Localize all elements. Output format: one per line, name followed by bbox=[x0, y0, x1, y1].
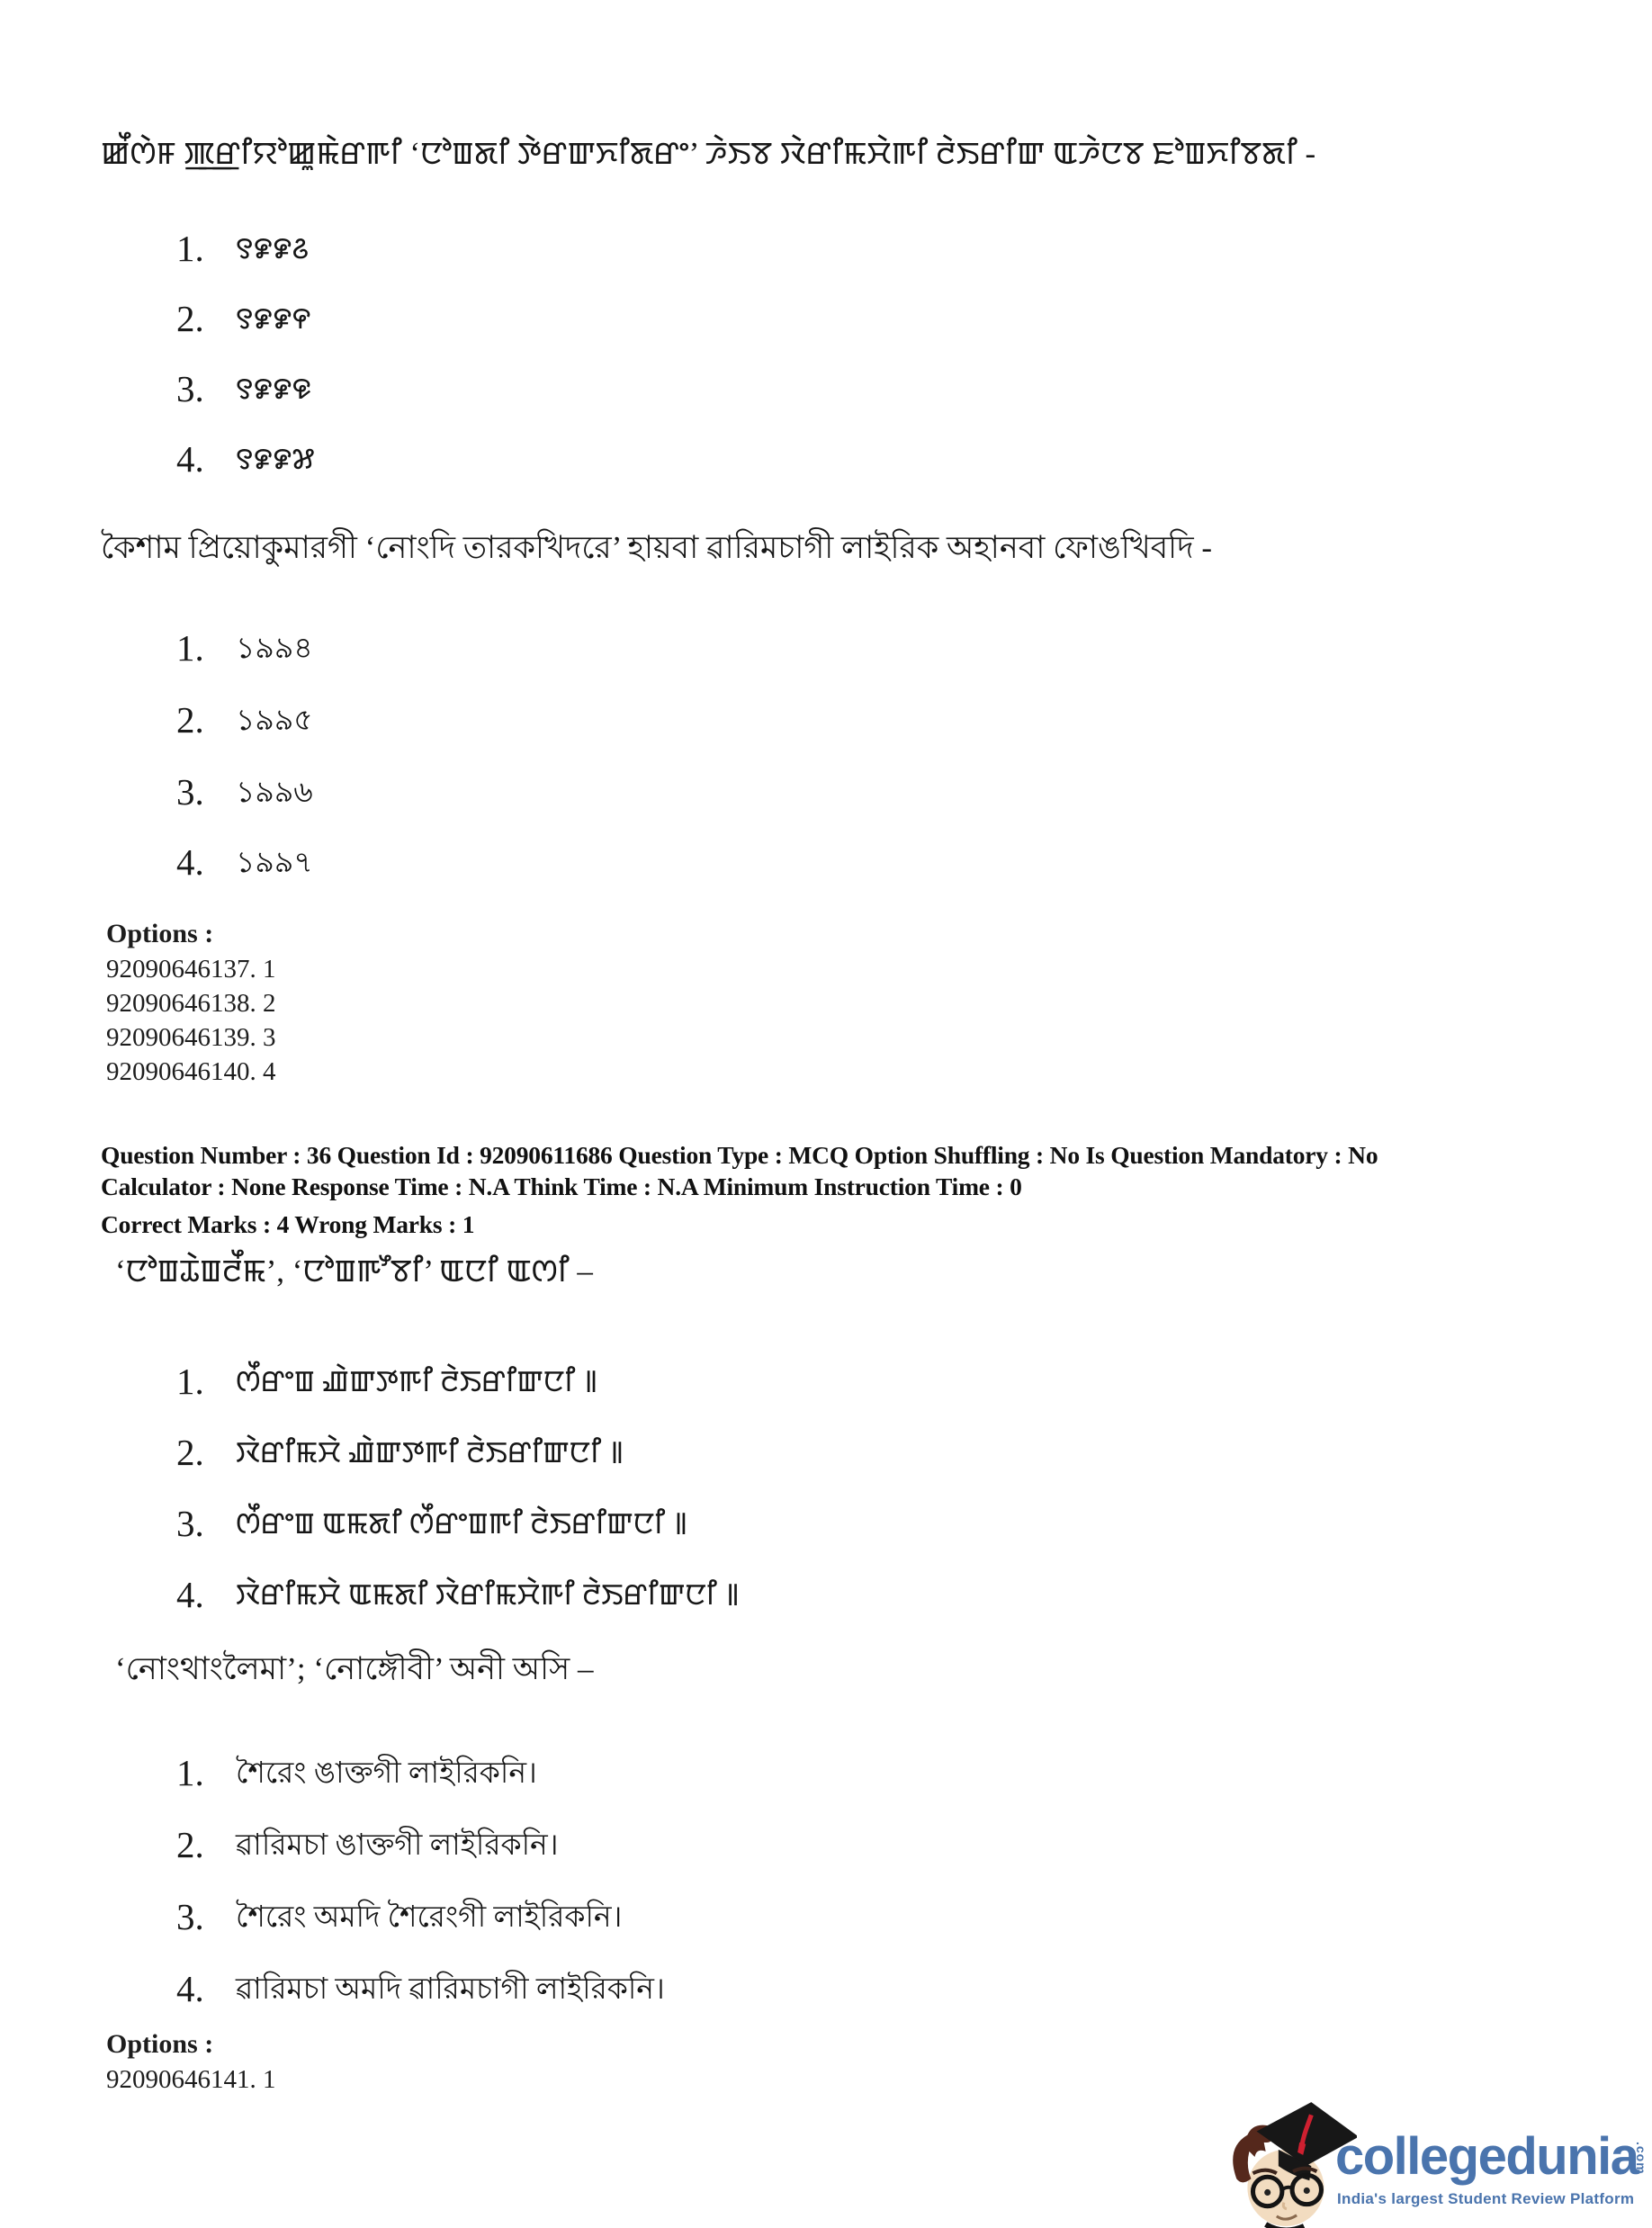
q36-meta-line2: Calculator : None Response Time : N.A Think Time : N.A Minimum Instruction Time : 0 bbox=[101, 1172, 1022, 1200]
option-text: ꯱꯹꯹꯷ bbox=[236, 444, 315, 476]
option-number: 3. bbox=[176, 368, 204, 409]
q35-meitei-option-3 bbox=[176, 368, 312, 409]
collegedunia-brand-text: collegedunia bbox=[1335, 2127, 1639, 2186]
option-text: ꯱꯹꯹꯵ bbox=[236, 303, 311, 336]
option-number: 4. bbox=[176, 1968, 204, 2009]
option-text: ১৯৯৫ bbox=[236, 705, 313, 737]
option-text: ꯋꯥꯔꯤꯃꯆꯥ ꯉꯥꯛꯇꯒꯤ ꯂꯥꯏꯔꯤꯛꯅꯤ ꯫ bbox=[236, 1437, 624, 1469]
q35-meitei-option-2 bbox=[176, 298, 311, 339]
option-number: 4. bbox=[176, 1574, 204, 1615]
q35-bengali-option-1 bbox=[176, 627, 313, 669]
option-number: 3. bbox=[176, 1896, 204, 1937]
option-text: ꯁꯩꯔꯦꯡ ꯑꯃꯗꯤ ꯁꯩꯔꯦꯡꯒꯤ ꯂꯥꯏꯔꯤꯛꯅꯤ ꯫ bbox=[236, 1508, 688, 1541]
option-number: 4. bbox=[176, 841, 204, 883]
option-text: ১৯৯৭ bbox=[236, 847, 313, 879]
option-id: 92090646139. 3 bbox=[106, 1023, 276, 1052]
q36-bengali-option-1 bbox=[176, 1752, 537, 1793]
q36-bengali-option-3 bbox=[176, 1896, 623, 1937]
option-number: 1. bbox=[176, 1361, 204, 1402]
option-number: 2. bbox=[176, 298, 204, 339]
option-text: শৈরেং অমদি শৈরেংগী লাইরিকনি। bbox=[236, 1901, 623, 1934]
option-number: 2. bbox=[176, 1432, 204, 1473]
option-number: 2. bbox=[176, 699, 204, 741]
q35-bengali-option-3 bbox=[176, 771, 313, 813]
q36-meitei-option-1 bbox=[176, 1363, 597, 1400]
q35-meitei-option-4 bbox=[176, 438, 315, 480]
option-text: ꯋꯥꯔꯤꯃꯆꯥ ꯑꯃꯗꯤ ꯋꯥꯔꯤꯃꯆꯥꯒꯤ ꯂꯥꯏꯔꯤꯛꯅꯤ ꯫ bbox=[236, 1579, 740, 1612]
option-text: ৱারিমচা ঙাক্তগী লাইরিকনি। bbox=[236, 1829, 559, 1862]
option-number: 2. bbox=[176, 1824, 204, 1865]
options-heading: Options : bbox=[106, 919, 214, 948]
q35-bengali-option-2 bbox=[176, 699, 313, 741]
option-number: 1. bbox=[176, 228, 204, 269]
option-number: 1. bbox=[176, 627, 204, 669]
option-text: ১৯৯৪ bbox=[236, 633, 313, 665]
option-text: ১৯৯৬ bbox=[236, 777, 313, 809]
q36-bengali-option-4 bbox=[176, 1968, 665, 2009]
q36-meitei-option-2 bbox=[176, 1434, 624, 1471]
q35-meitei-question-text: ꯀꯩꯁꯥꯝ ꯄ꯭ꯔꯤꯌꯣꯀꯨꯃꯥꯔꯒꯤ ‘ꯅꯣꯡꯗꯤ ꯇꯥꯔꯛꯈꯤꯗꯔꯦ’ ꯍꯥꯏꯕ ꯋꯥꯔꯤꯃꯆꯥꯒꯤ ꯂꯥꯏꯔꯤꯛ ꯑꯍꯥꯅꯕ ꯐꯣꯡꯈꯤꯕꯗꯤ - bbox=[101, 136, 1316, 171]
option-number: 3. bbox=[176, 1503, 204, 1544]
option-text: ৱারিমচা অমদি ৱারিমচাগী লাইরিকনি। bbox=[236, 1973, 665, 2006]
option-text: ꯱꯹꯹꯶ bbox=[236, 373, 312, 406]
option-id: 92090646138. 2 bbox=[106, 989, 276, 1018]
options-heading: Options : bbox=[106, 2029, 214, 2059]
q35-bengali-question-text: কৈশাম প্রিয়োকুমারগী ‘নোংদি তারকখিদরে’ হায়বা ৱারিমচাগী লাইরিক অহানবা ফোঙখিবদি - bbox=[101, 530, 1212, 565]
q36-metadata bbox=[101, 1139, 1558, 1240]
option-id: 92090646140. 4 bbox=[106, 1057, 276, 1086]
q35-bengali-option-4 bbox=[176, 841, 313, 883]
q36-meta-marks: Correct Marks : 4 Wrong Marks : 1 bbox=[101, 1210, 475, 1238]
q36-meitei-question-text: ‘ꯅꯣꯡꯊꯥꯡꯂꯩꯃ’, ‘ꯅꯣꯡꯒꯧꯕꯤ’ ꯑꯅꯤ ꯑꯁꯤ – bbox=[115, 1253, 593, 1289]
collegedunia-tagline: India's largest Student Review Platform bbox=[1337, 2190, 1635, 2207]
option-id: 92090646141. 1 bbox=[106, 2065, 276, 2094]
q36-meta-line1: Question Number : 36 Question Id : 92090611686 Question Type : MCQ Option Shuffling : No Is Question Mandatory : No bbox=[101, 1141, 1378, 1169]
option-number: 1. bbox=[176, 1752, 204, 1793]
q35-meitei-option-1 bbox=[176, 230, 309, 267]
option-text: শৈরেং ঙাক্তগী লাইরিকনি। bbox=[236, 1757, 537, 1790]
collegedunia-com-suffix: .com bbox=[1634, 2142, 1648, 2175]
collegedunia-logo[interactable] bbox=[1220, 2093, 1648, 2228]
q36-bengali-option-2 bbox=[176, 1824, 559, 1865]
q36-meitei-option-3 bbox=[176, 1505, 687, 1542]
option-id: 92090646137. 1 bbox=[106, 955, 276, 984]
option-text: ꯱꯹꯹꯴ bbox=[236, 233, 310, 265]
option-number: 4. bbox=[176, 438, 204, 480]
q36-bengali-question-text: ‘নোংথাংলৈমা’; ‘নোঙ্গৌবী’ অনী অসি – bbox=[115, 1651, 594, 1686]
option-number: 3. bbox=[176, 771, 204, 813]
q36-options-block bbox=[106, 2026, 276, 2097]
q36-meitei-option-4 bbox=[176, 1574, 740, 1615]
option-text: ꯁꯩꯔꯦꯡ ꯉꯥꯛꯇꯒꯤ ꯂꯥꯏꯔꯤꯛꯅꯤ ꯫ bbox=[236, 1366, 598, 1398]
q35-options-block bbox=[106, 916, 276, 1089]
